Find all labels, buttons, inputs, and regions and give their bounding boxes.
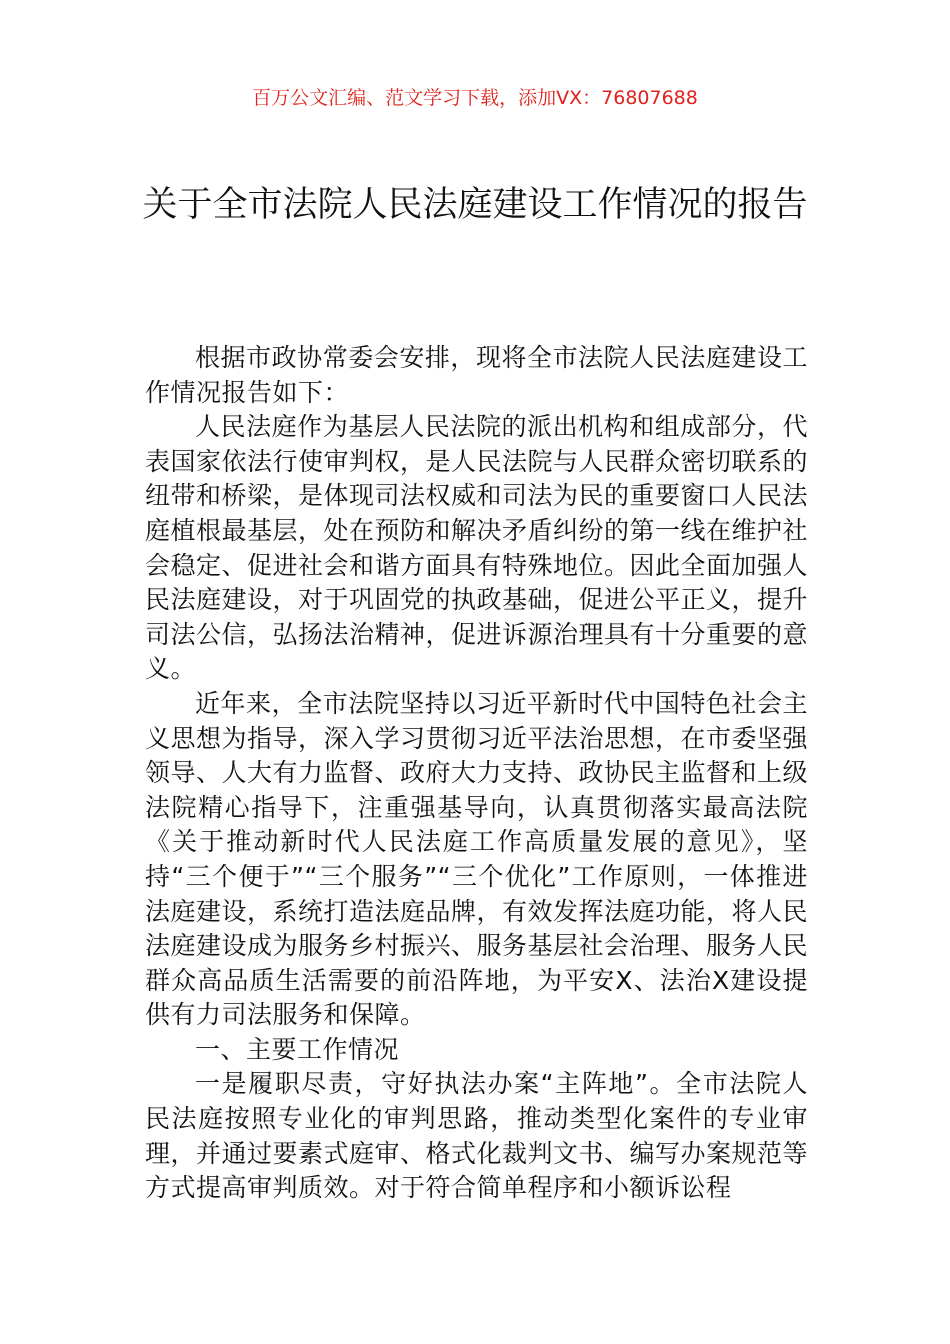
- document-title: 关于全市法院人民法庭建设工作情况的报告: [142, 185, 808, 225]
- paragraph-point-one: 一是履职尽责，守好执法办案“主阵地”。全市法院人民法庭按照专业化的审判思路，推动类型化案件的专业审理，并通过要素式庭审、格式化裁判文书、编写办案规范等方式提高审判质效。对于符合简单程序和小额诉讼程: [145, 1069, 809, 1203]
- paragraph-intro: 根据市政协常委会安排，现将全市法院人民法庭建设工作情况报告如下：: [145, 343, 808, 407]
- paragraph-overview: 近年来，全市法院坚持以习近平新时代中国特色社会主义思想为指导，深入学习贯彻习近平法治思想，在市委坚强领导、人大有力监督、政府大力支持、政协民主监督和上级法院精心指导下，注重强基导向，认真贯彻落实最高法院《关于推动新时代人民法庭工作高质量发展的意见》，坚持“三个便于”“三个服务”“三个优化”工作原则，一体推进法庭建设，系统打造法庭品牌，有效发挥法庭功能，将人民法庭建设成为服务乡村振兴、服务基层社会治理、服务人民群众高品质生活需要的前沿阵地，为平安X、法治X建设提供有力司法服务和保障。: [145, 688, 809, 1030]
- watermark-banner: 百万公文汇编、范文学习下载，添加VX：76807688: [252, 87, 698, 109]
- section-heading-main-work: 一、主要工作情况: [195, 1034, 400, 1064]
- document-body: [145, 341, 808, 1206]
- paragraph-significance: 人民法庭作为基层人民法院的派出机构和组成部分，代表国家依法行使审判权，是人民法院与人民群众密切联系的纽带和桥梁，是体现司法权威和司法为民的重要窗口人民法庭植根最基层，处在预防和解决矛盾纠纷的第一线在维护社会稳定、促进社会和谐方面具有特殊地位。因此全面加强人民法庭建设，对于巩固党的执政基础，促进公平正义，提升司法公信，弘扬法治精神，促进诉源治理具有十分重要的意义。: [145, 412, 809, 684]
